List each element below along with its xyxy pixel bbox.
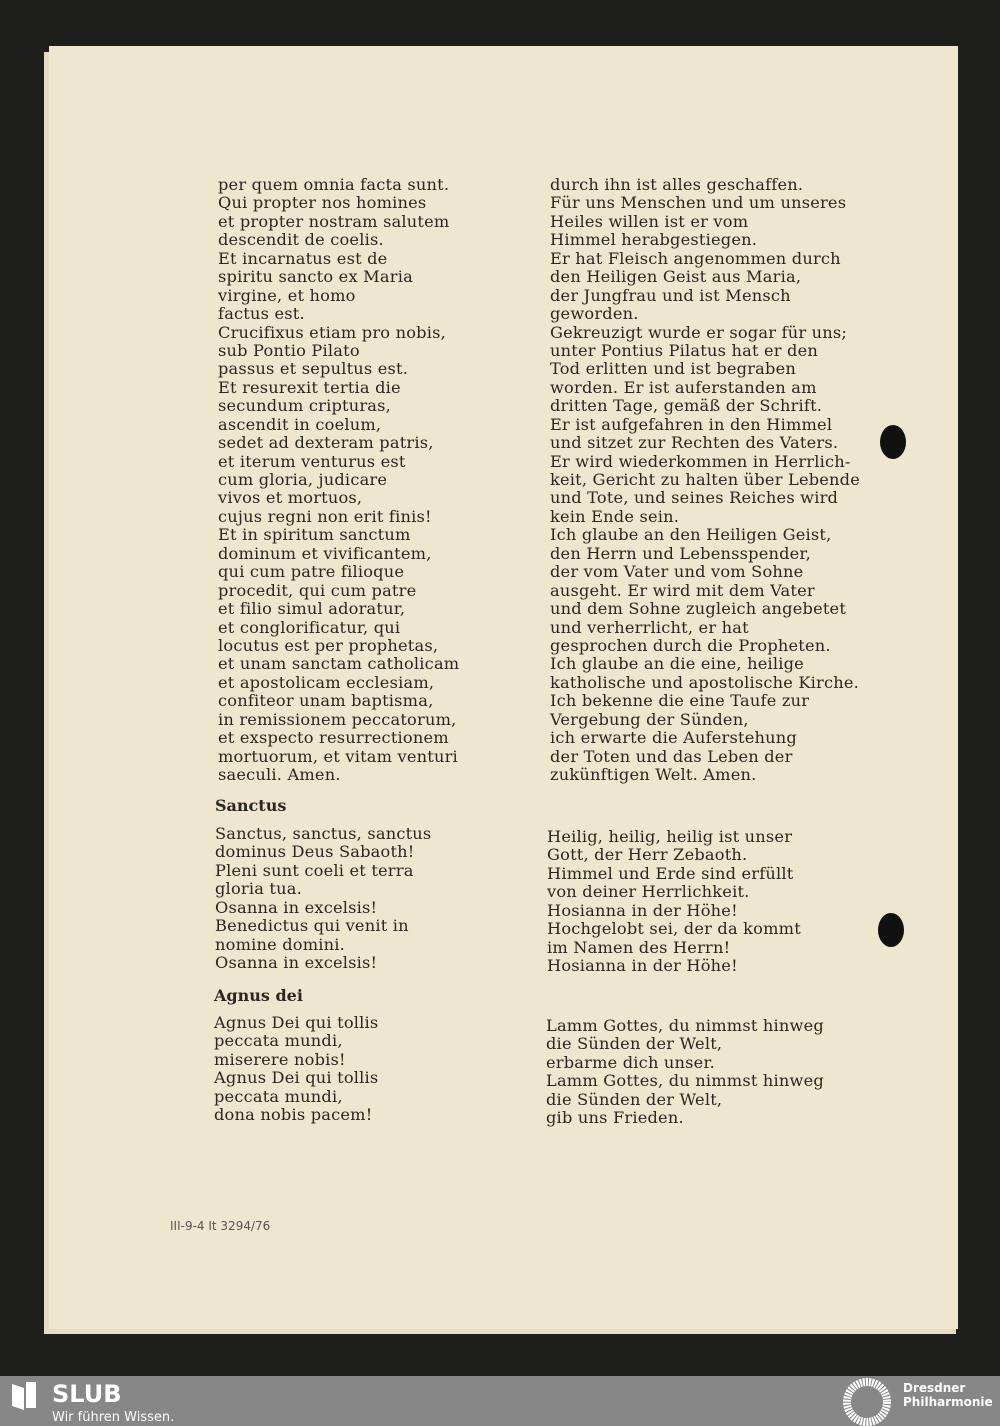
text-line: den Heiligen Geist aus Maria, [550, 267, 802, 287]
text-line: Osanna in excelsis! [215, 953, 378, 973]
text-line: qui cum patre filioque [218, 562, 405, 582]
text-line: geworden. [550, 304, 639, 324]
text-line: Hochgelobt sei, der da kommt [547, 919, 801, 939]
text-line: saeculi. Amen. [218, 765, 341, 784]
text-line: keit, Gericht zu halten über Lebende [550, 470, 861, 489]
text-line: factus est. [218, 304, 305, 324]
latin-credo [218, 176, 459, 784]
text-line: cum gloria, judicare [218, 470, 388, 489]
latin-sanctus [215, 825, 431, 973]
text-line: ascendit in coelum, [218, 414, 382, 434]
german-agnus [546, 1017, 824, 1128]
text-line: der vom Vater und vom Sohne [550, 562, 804, 582]
text-line: die Sünden der Welt, [546, 1034, 723, 1054]
text-line: Qui propter nos homines [218, 193, 427, 213]
text-line: unter Pontius Pilatus hat er den [550, 340, 819, 360]
text-line: erbarme dich unser. [546, 1052, 715, 1072]
text-line: et exspecto resurrectionem [218, 728, 449, 748]
text-line: worden. Er ist auferstanden am [550, 377, 817, 397]
text-line: mortuorum, et vitam venturi [218, 746, 458, 766]
philharmonie-logo-text[interactable] [903, 1381, 993, 1409]
text-line: kein Ende sein. [550, 506, 680, 526]
text-line: confiteor unam baptisma, [218, 691, 434, 711]
slub-slogan: Wir führen Wissen. [52, 1410, 175, 1425]
text-line: et iterum venturus est [218, 451, 406, 471]
text-line: Hosianna in der Höhe! [547, 956, 738, 976]
text-line: dominus Deus Sabaoth! [215, 842, 415, 862]
text-line: et propter nostram salutem [218, 211, 450, 231]
text-line: Lamm Gottes, du nimmst hinweg [546, 1071, 824, 1091]
text-line: peccata mundi, [214, 1086, 343, 1106]
text-line: Et incarnatus est de [218, 248, 388, 268]
text-line: et filio simul adoratur, [218, 599, 406, 619]
text-line: locutus est per prophetas, [218, 635, 439, 655]
text-line: Er ist aufgefahren in den Himmel [550, 414, 833, 434]
text-line: Er hat Fleisch angenommen durch [550, 248, 841, 268]
text-line: et apostolicam ecclesiam, [218, 672, 435, 692]
slub-book-icon [10, 1380, 38, 1410]
text-line: Himmel und Erde sind erfüllt [547, 863, 794, 883]
german-credo [550, 176, 860, 784]
text-line: und sitzet zur Rechten des Vaters. [550, 433, 839, 453]
text-line: Für uns Menschen und um unseres [550, 193, 847, 213]
print-code: III-9-4 It 3294/76 [170, 1219, 271, 1233]
text-line: im Namen des Herrn! [547, 937, 731, 957]
text-line: Sanctus, sanctus, sanctus [215, 824, 432, 843]
text-line: sub Pontio Pilato [218, 340, 360, 360]
text-line: Er wird wiederkommen in Herrlich- [550, 451, 851, 471]
text-line: Ich glaube an den Heiligen Geist, [550, 525, 832, 545]
text-line: Heiles willen ist er vom [550, 211, 749, 231]
text-line: et conglorificatur, qui [218, 617, 401, 637]
text-line: Ich glaube an die eine, heilige [550, 654, 804, 674]
agnus-heading: Agnus dei [214, 986, 303, 1005]
text-line: vivos et mortuos, [218, 488, 363, 508]
text-line: ich erwarte die Auferstehung [550, 728, 797, 748]
text-line: und Tote, und seines Reiches wird [550, 488, 839, 508]
text-line: Lamm Gottes, du nimmst hinweg [546, 1016, 824, 1035]
text-line: und dem Sohne zugleich angebetet [550, 599, 847, 619]
text-line: per quem omnia facta sunt. [218, 175, 450, 194]
text-line: Ich bekenne die eine Taufe zur [550, 691, 810, 711]
text-line: dritten Tage, gemäß der Schrift. [550, 396, 823, 416]
text-line: dona nobis pacem! [214, 1105, 373, 1125]
text-line: durch ihn ist alles geschaffen. [550, 175, 804, 194]
text-line: von deiner Herrlichkeit. [547, 882, 750, 902]
text-line: Crucifixus etiam pro nobis, [218, 322, 446, 342]
text-line: gloria tua. [215, 879, 302, 899]
text-line: dominum et vivificantem, [218, 543, 432, 563]
text-line: in remissionem peccatorum, [218, 709, 457, 729]
text-line: secundum cripturas, [218, 396, 392, 416]
philharmonie-logo-icon [842, 1378, 892, 1426]
text-line: Tod erlitten und ist begraben [550, 359, 796, 379]
text-line: Pleni sunt coeli et terra [215, 860, 414, 880]
partner-line1: Dresdner [903, 1381, 966, 1395]
text-line: passus et sepultus est. [218, 359, 409, 379]
german-sanctus [547, 828, 801, 976]
text-line: und verherrlicht, er hat [550, 617, 749, 637]
text-line: procedit, qui cum patre [218, 580, 417, 600]
text-line: der Jungfrau und ist Mensch [550, 285, 791, 305]
slub-logo-text[interactable]: SLUB [52, 1380, 122, 1408]
latin-agnus [214, 1014, 378, 1125]
text-line: Himmel herabgestiegen. [550, 230, 758, 250]
footer-bar [0, 1376, 1000, 1426]
text-line: gib uns Frieden. [546, 1108, 684, 1128]
punch-hole [878, 913, 904, 947]
text-line: die Sünden der Welt, [546, 1089, 723, 1109]
text-line: den Herrn und Lebensspender, [550, 543, 811, 563]
text-line: Agnus Dei qui tollis [214, 1013, 379, 1032]
text-line: Gott, der Herr Zebaoth. [547, 845, 748, 865]
text-line: katholische und apostolische Kirche. [550, 672, 859, 692]
text-line: Et in spiritum sanctum [218, 525, 411, 545]
text-line: zukünftigen Welt. Amen. [550, 765, 757, 784]
sanctus-heading: Sanctus [215, 796, 287, 815]
text-line: der Toten und das Leben der [550, 746, 793, 766]
text-line: Et resurexit tertia die [218, 377, 401, 397]
text-line: Benedictus qui venit in [215, 916, 409, 936]
text-line: et unam sanctam catholicam [218, 654, 460, 674]
text-line: Osanna in excelsis! [215, 897, 378, 917]
text-line: Hosianna in der Höhe! [547, 900, 738, 920]
text-line: virgine, et homo [218, 285, 356, 305]
punch-hole [880, 425, 906, 459]
text-line: Heilig, heilig, heilig ist unser [547, 827, 793, 846]
text-line: descendit de coelis. [218, 230, 384, 250]
text-line: spiritu sancto ex Maria [218, 267, 413, 287]
text-line: gesprochen durch die Propheten. [550, 635, 831, 655]
text-line: miserere nobis! [214, 1049, 346, 1069]
text-line: peccata mundi, [214, 1031, 343, 1051]
text-line: nomine domini. [215, 934, 346, 954]
text-line: Gekreuzigt wurde er sogar für uns; [550, 322, 848, 342]
text-line: ausgeht. Er wird mit dem Vater [550, 580, 815, 600]
partner-line2: Philharmonie [903, 1395, 993, 1409]
text-line: Vergebung der Sünden, [550, 709, 749, 729]
text-line: cujus regni non erit finis! [218, 506, 432, 526]
text-line: Agnus Dei qui tollis [214, 1068, 379, 1088]
text-line: sedet ad dexteram patris, [218, 433, 434, 453]
